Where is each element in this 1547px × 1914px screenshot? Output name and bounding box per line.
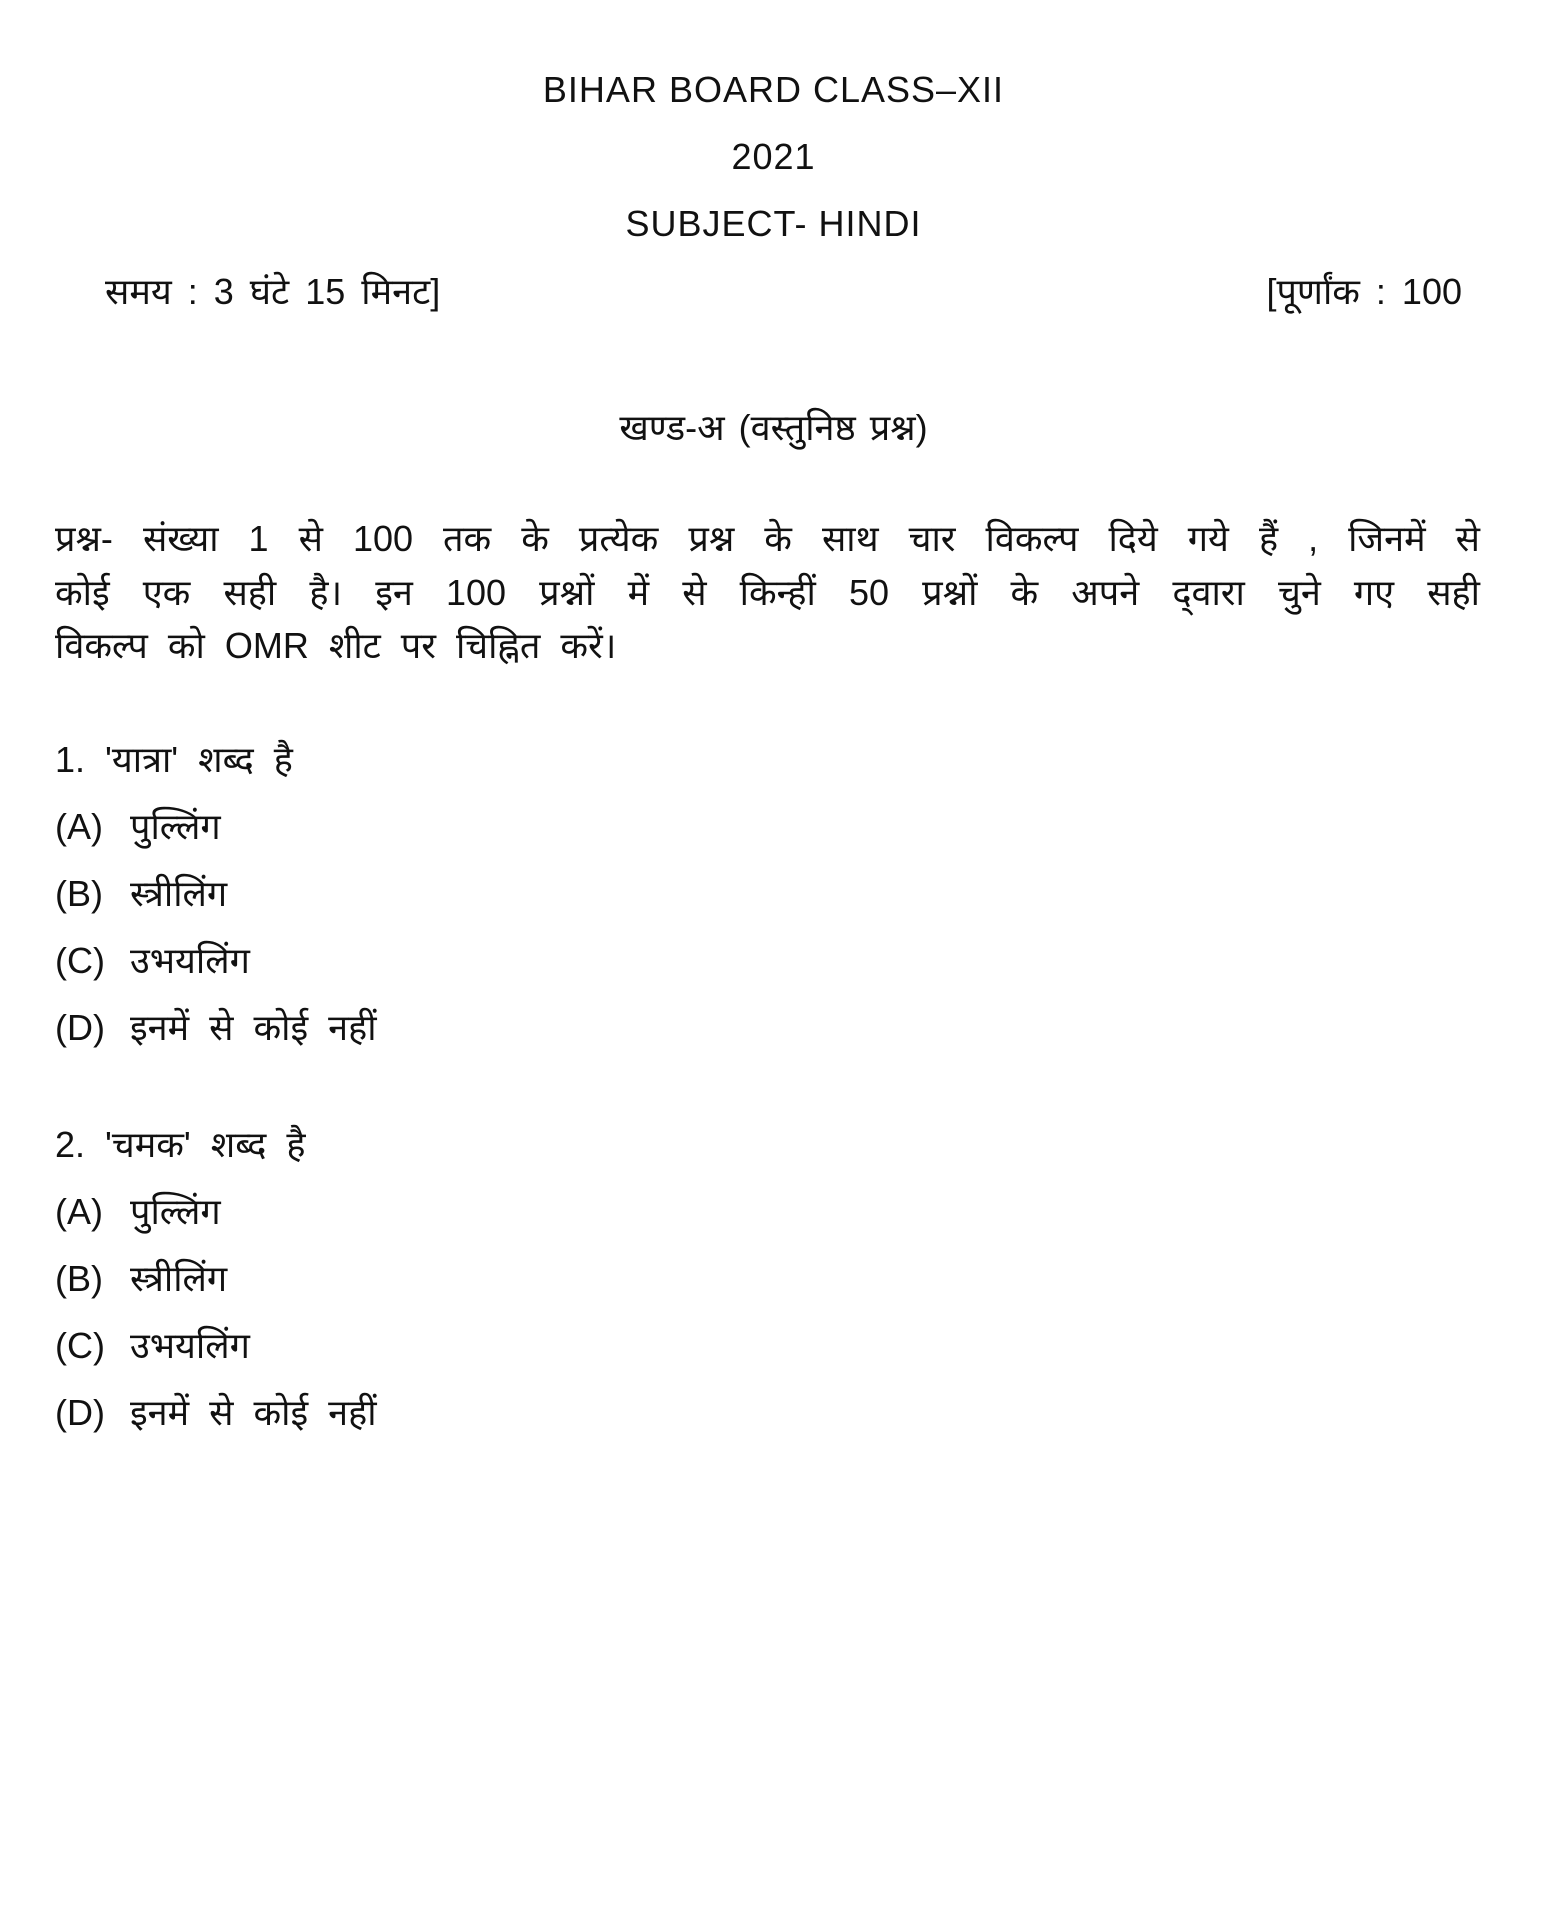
option-text: इनमें से कोई नहीं [130,1007,377,1048]
option-d [55,1006,377,1073]
option-label: (A) [55,1191,103,1232]
option-label: (B) [55,873,103,914]
instruction-line: कोई एक सही है। इन 100 प्रश्नों में से किन्हीं 50 प्रश्नों के अपने द्‌वारा चुने गए सही [55,571,1480,613]
time-allowed: समय : 3 घंटे 15 मिनट] [105,271,441,312]
option-label: (D) [55,1007,105,1048]
option-label: (C) [55,1325,105,1366]
option-b [55,1257,377,1324]
option-label: (A) [55,806,103,847]
question-1 [55,738,377,1073]
option-text: स्त्रीलिंग [130,873,228,914]
question-stem: 1. 'यात्रा' शब्द है [55,739,293,780]
option-label: (B) [55,1258,103,1299]
option-d [55,1391,377,1458]
option-a [55,1190,377,1257]
exam-year: 2021 [731,136,816,177]
option-c [55,939,377,1006]
instructions-paragraph [55,512,1495,673]
option-text: उभयलिंग [130,940,250,981]
option-a [55,805,377,872]
question-stem: 2. 'चमक' शब्द है [55,1124,306,1165]
option-text: पुल्लिंग [130,806,221,847]
option-text: उभयलिंग [130,1325,250,1366]
section-heading: खण्ड-अ (वस्तुनिष्ठ प्रश्न) [619,407,928,448]
exam-subject: SUBJECT- HINDI [625,203,922,244]
option-c [55,1324,377,1391]
option-label: (C) [55,940,105,981]
option-text: इनमें से कोई नहीं [130,1392,377,1433]
option-b [55,872,377,939]
full-marks: [पूर्णांक : 100 [1266,271,1462,312]
question-2 [55,1123,377,1458]
exam-board-title: BIHAR BOARD CLASS–XII [542,69,1005,110]
instruction-line: विकल्प को OMR शीट पर चिह्नित करें। [55,625,617,666]
option-label: (D) [55,1392,105,1433]
instruction-line: प्रश्न- संख्या 1 से 100 तक के प्रत्येक प्रश्न के साथ चार विकल्प दिये गये हैं , जिनमें से [55,518,1480,559]
option-text: पुल्लिंग [130,1191,221,1232]
option-text: स्त्रीलिंग [130,1258,228,1299]
